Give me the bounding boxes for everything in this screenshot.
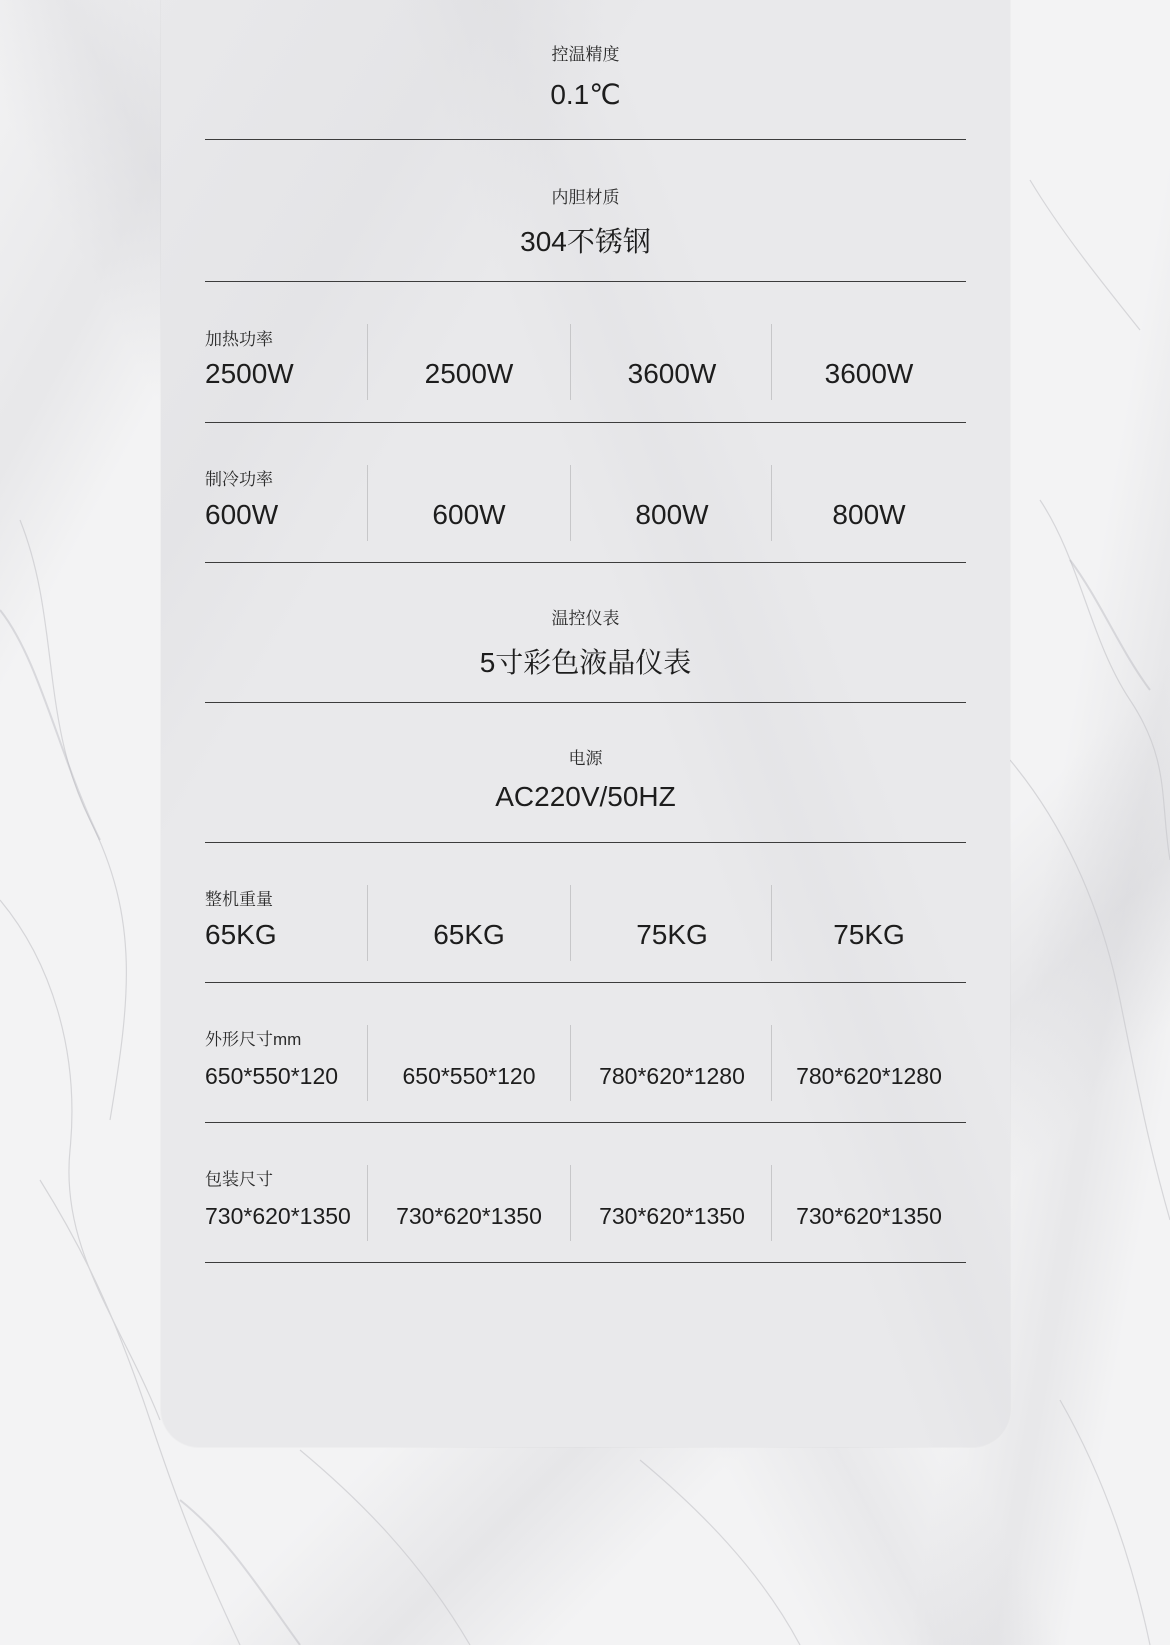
spec-cell: 650*550*120 bbox=[205, 1063, 339, 1089]
spec-cell: 3600W bbox=[627, 358, 717, 389]
spec-cell: 75KG bbox=[636, 919, 708, 950]
spec-cell: 730*620*1350 bbox=[205, 1203, 351, 1229]
spec-cell: 2500W bbox=[424, 358, 514, 389]
spec-cell: 780*620*1280 bbox=[599, 1063, 745, 1089]
spec-label: 制冷功率 bbox=[205, 470, 273, 489]
spec-weight bbox=[205, 843, 966, 983]
spec-cell: 730*620*1350 bbox=[599, 1203, 745, 1229]
spec-dimensions bbox=[205, 983, 966, 1123]
spec-liner-material bbox=[205, 140, 966, 282]
spec-cell: 3600W bbox=[824, 358, 914, 389]
spec-label: 加热功率 bbox=[205, 330, 273, 349]
spec-value: AC220V/50HZ bbox=[495, 781, 676, 812]
spec-label: 整机重量 bbox=[205, 890, 273, 909]
spec-cell: 75KG bbox=[833, 919, 905, 950]
spec-cell: 65KG bbox=[205, 919, 277, 950]
spec-cooling-power bbox=[205, 423, 966, 563]
spec-cell: 600W bbox=[205, 499, 279, 530]
spec-cell: 2500W bbox=[205, 358, 294, 389]
spec-label: 外形尺寸mm bbox=[205, 1030, 302, 1049]
spec-package-size bbox=[205, 1123, 966, 1263]
spec-cell: 780*620*1280 bbox=[796, 1063, 942, 1089]
spec-label: 内胆材质 bbox=[551, 188, 620, 207]
spec-power-supply bbox=[205, 703, 966, 843]
spec-value: 5寸彩色液晶仪表 bbox=[479, 647, 692, 678]
spec-heating-power bbox=[205, 282, 966, 423]
spec-value: 304不锈钢 bbox=[520, 226, 651, 257]
spec-cell: 800W bbox=[635, 499, 709, 530]
spec-label: 控温精度 bbox=[551, 45, 620, 64]
spec-cell: 650*550*120 bbox=[402, 1063, 536, 1089]
spec-cell: 800W bbox=[832, 499, 906, 530]
spec-controller bbox=[205, 563, 966, 703]
spec-label: 温控仪表 bbox=[551, 609, 620, 628]
spec-cell: 730*620*1350 bbox=[396, 1203, 542, 1229]
spec-value: 0.1℃ bbox=[550, 79, 621, 110]
spec-cell: 730*620*1350 bbox=[796, 1203, 942, 1229]
spec-cell: 65KG bbox=[433, 919, 505, 950]
spec-label: 包装尺寸 bbox=[205, 1170, 273, 1189]
spec-temp-precision bbox=[205, 0, 966, 140]
spec-cell: 600W bbox=[432, 499, 506, 530]
spec-label: 电源 bbox=[568, 749, 603, 768]
